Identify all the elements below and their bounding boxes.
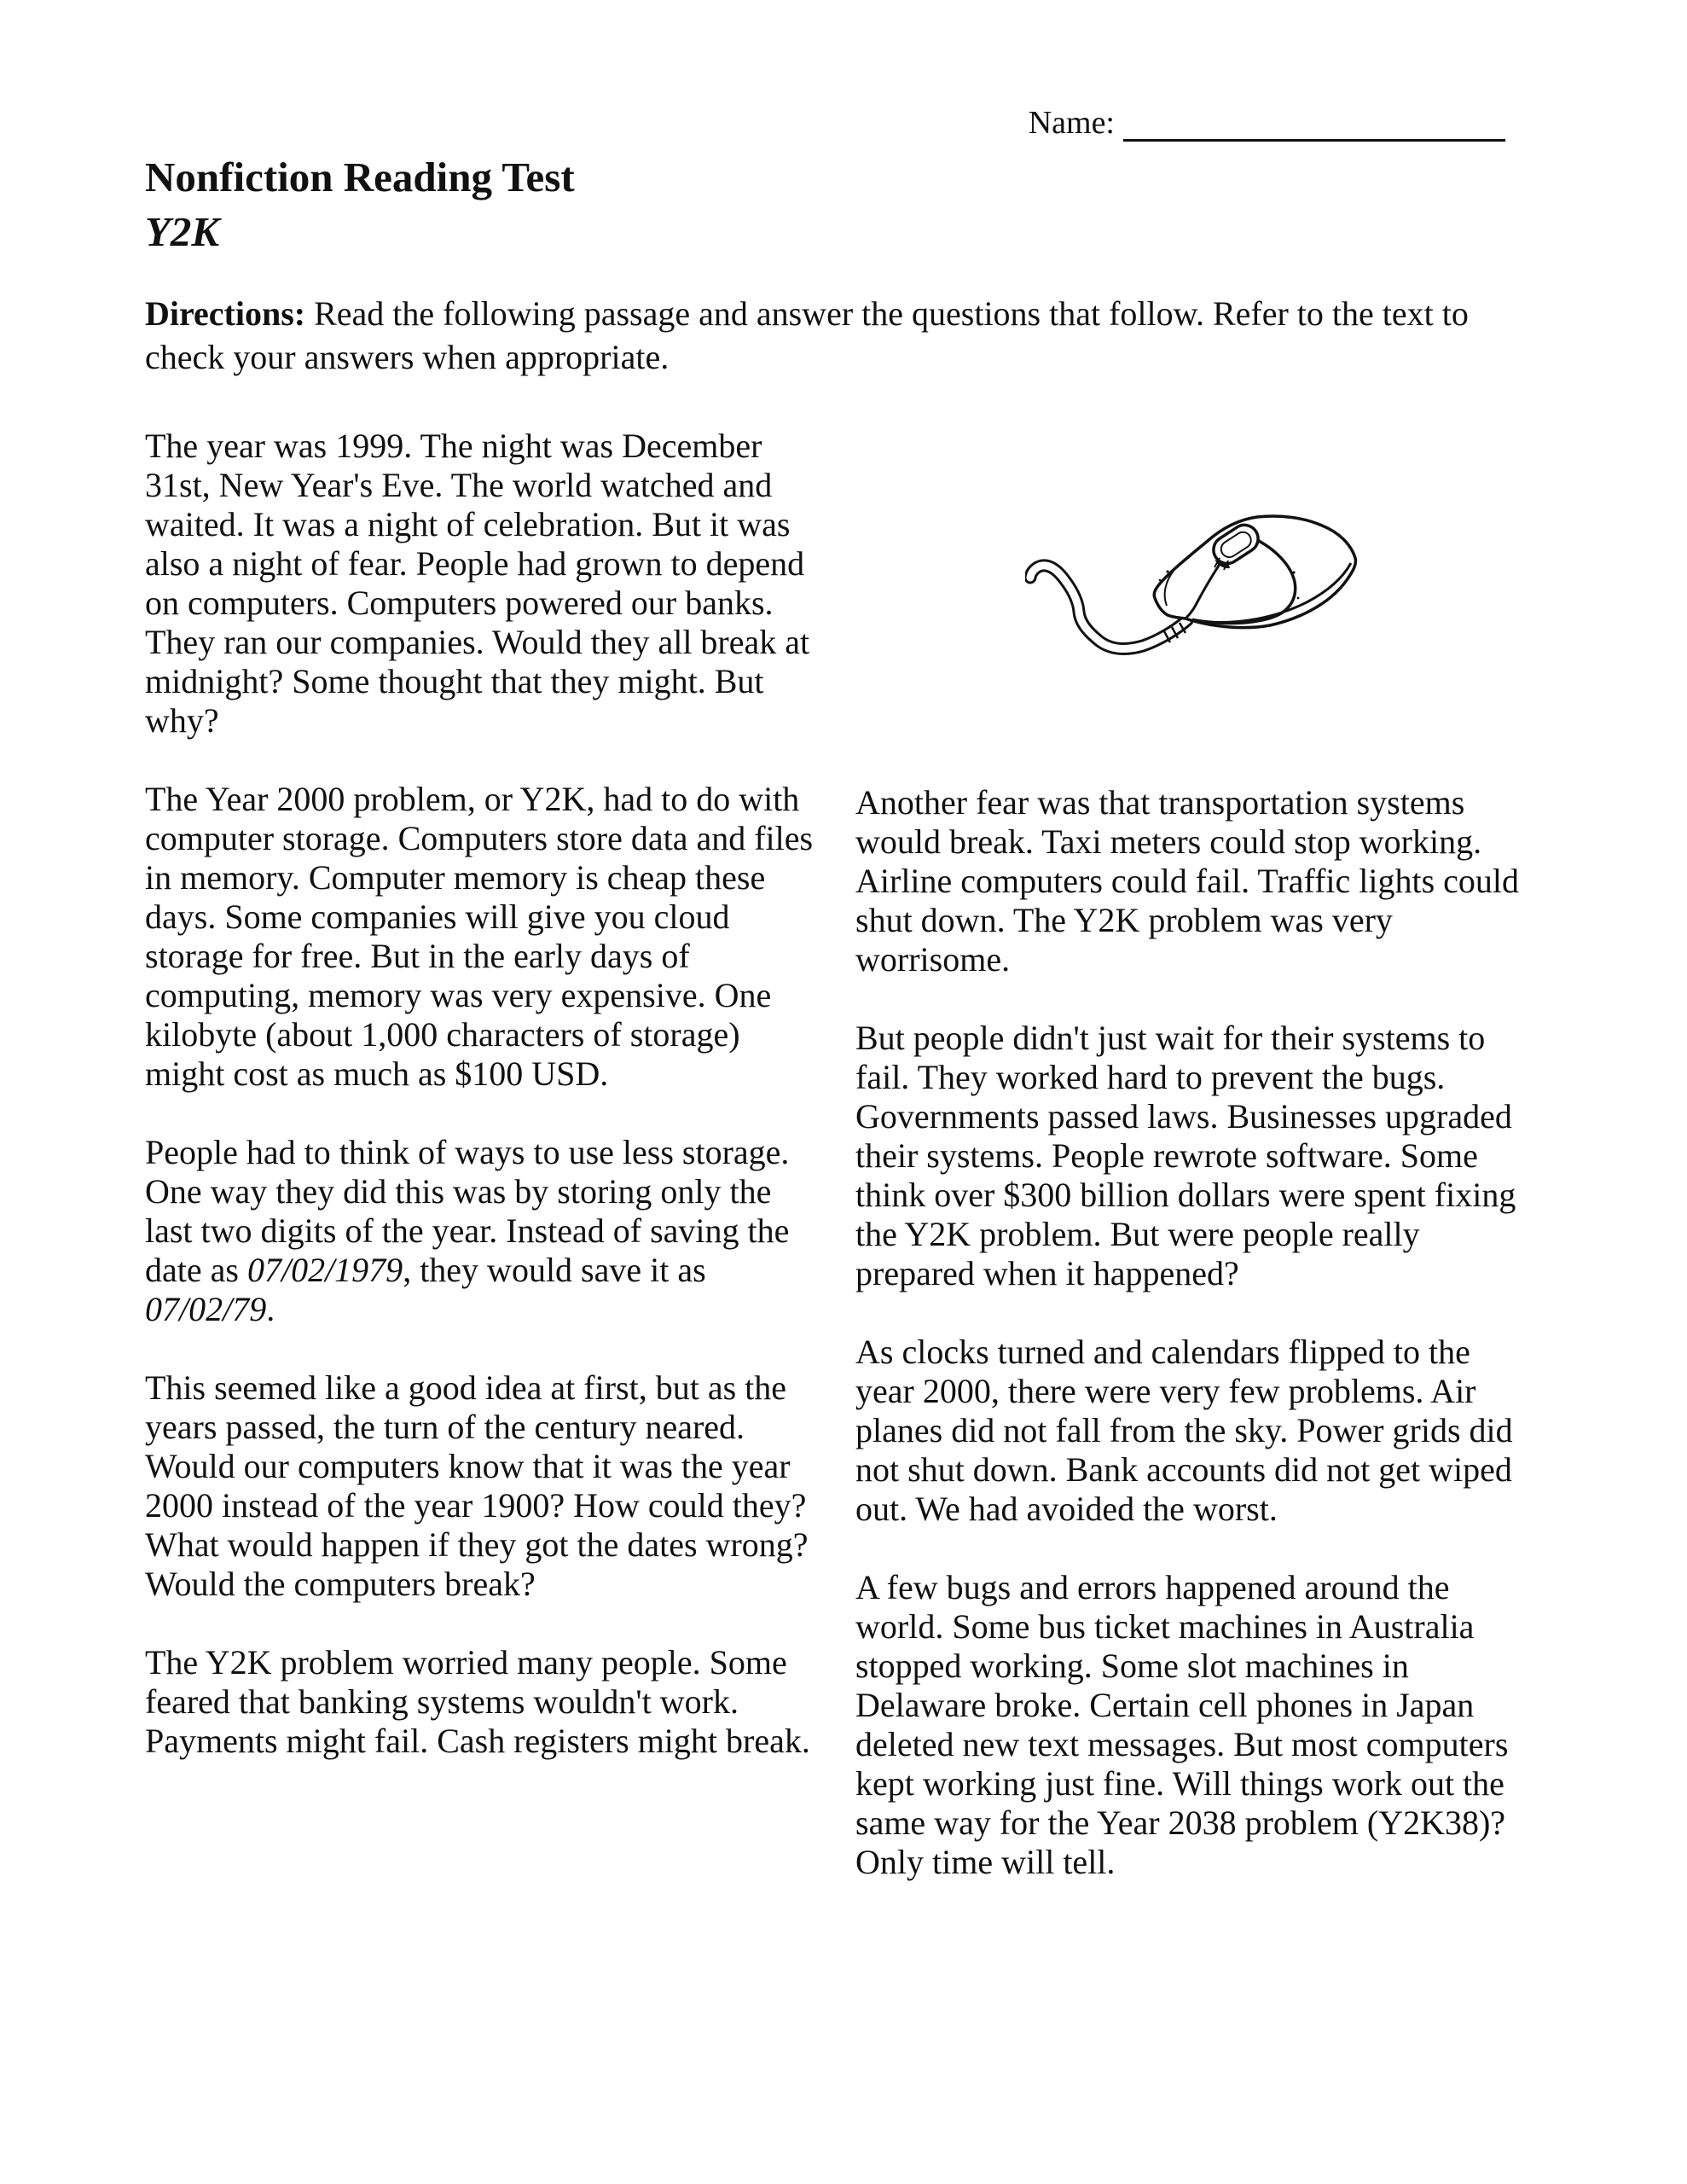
page-title: Nonfiction Reading Test [145,154,575,200]
mouse-figure [1025,485,1366,732]
right-paragraph-2: But people didn't just wait for their systems to fail. They worked hard to prevent the bugs. Governments passed laws. Businesses upgraded their systems. People rewrote software. Some think over $300 billion dollars were spent fixing the Y2K problem. But were people really prepared when it happened? [855,1019,1516,1292]
date-example-full: 07/02/1979 [246,1251,403,1289]
name-label: Name: [1028,105,1115,141]
left-paragraph-2: The Year 2000 problem, or Y2K, had to do with computer storage. Computers store data and files in memory. Computer memory is cheap these days. Some companies will give you cloud storage for free. But in the early days of computing, memory was very expensive. One kilobyte (about 1,000 characters of storage) might cost as much as $100 USD. [145,780,814,1093]
left-paragraph-5: The Y2K problem worried many people. Some feared that banking systems wouldn't work. Payments might fail. Cash registers might break. [145,1643,810,1760]
name-blank-line[interactable] [1123,137,1505,142]
directions-label: Directions: [145,294,306,333]
page-subtitle: Y2K [145,208,220,255]
left-paragraph-3-text-2: , they would save it as [403,1251,706,1289]
left-paragraph-4: This seemed like a good idea at first, but as the years passed, the turn of the century neared. Would our computers know that it was the year 2000 instead of the year 1900? How could they? What would happen if they got the dates wrong? Would the computers break? [145,1368,809,1603]
computer-mouse-illustration [1025,485,1366,732]
date-example-short: 07/02/79 [145,1290,267,1328]
passage-left-column [145,427,825,1921]
left-paragraph-3-text-3: . [266,1290,275,1328]
passage-columns [145,427,1535,1921]
right-paragraph-1: Another fear was that transportation systems would break. Taxi meters could stop working. Airline computers could fail. Traffic lights could shut down. The Y2K problem was very worrisome. [855,783,1520,979]
directions-text: Read the following passage and answer the questions that follow. Refer to the text to check your answers when appropriate. [145,294,1469,376]
right-paragraph-4: A few bugs and errors happened around the world. Some bus ticket machines in Australia stopped working. Some slot machines in Delaware broke. Certain cell phones in Japan deleted new text messages. But most computers kept working just fine. Will things work out the same way for the Year 2038 problem (Y2K38)? Only time will tell. [855,1568,1509,1881]
name-field [145,104,1535,142]
left-paragraph-1: The year was 1999. The night was December 31st, New Year's Eve. The world watched and waited. It was a night of celebration. But it was also a night of fear. People had grown to depend on computers. Computers powered our banks. They ran our companies. Would they all break at midnight? Some thought that they might. But why? [145,427,810,740]
left-paragraph-3-text-1: People had to think of ways to use less storage. One way they did this was by storing only the last two digits of the year. Instead of saving the date as [145,1133,790,1289]
directions [145,292,1535,379]
left-paragraph-3 [145,1133,825,1329]
passage-right-column [855,427,1535,1921]
right-paragraph-3: As clocks turned and calendars flipped to the year 2000, there were very few problems. Air planes did not fall from the sky. Power grids did not shut down. Bank accounts did not get wiped out. We had avoided the worst. [855,1333,1513,1528]
